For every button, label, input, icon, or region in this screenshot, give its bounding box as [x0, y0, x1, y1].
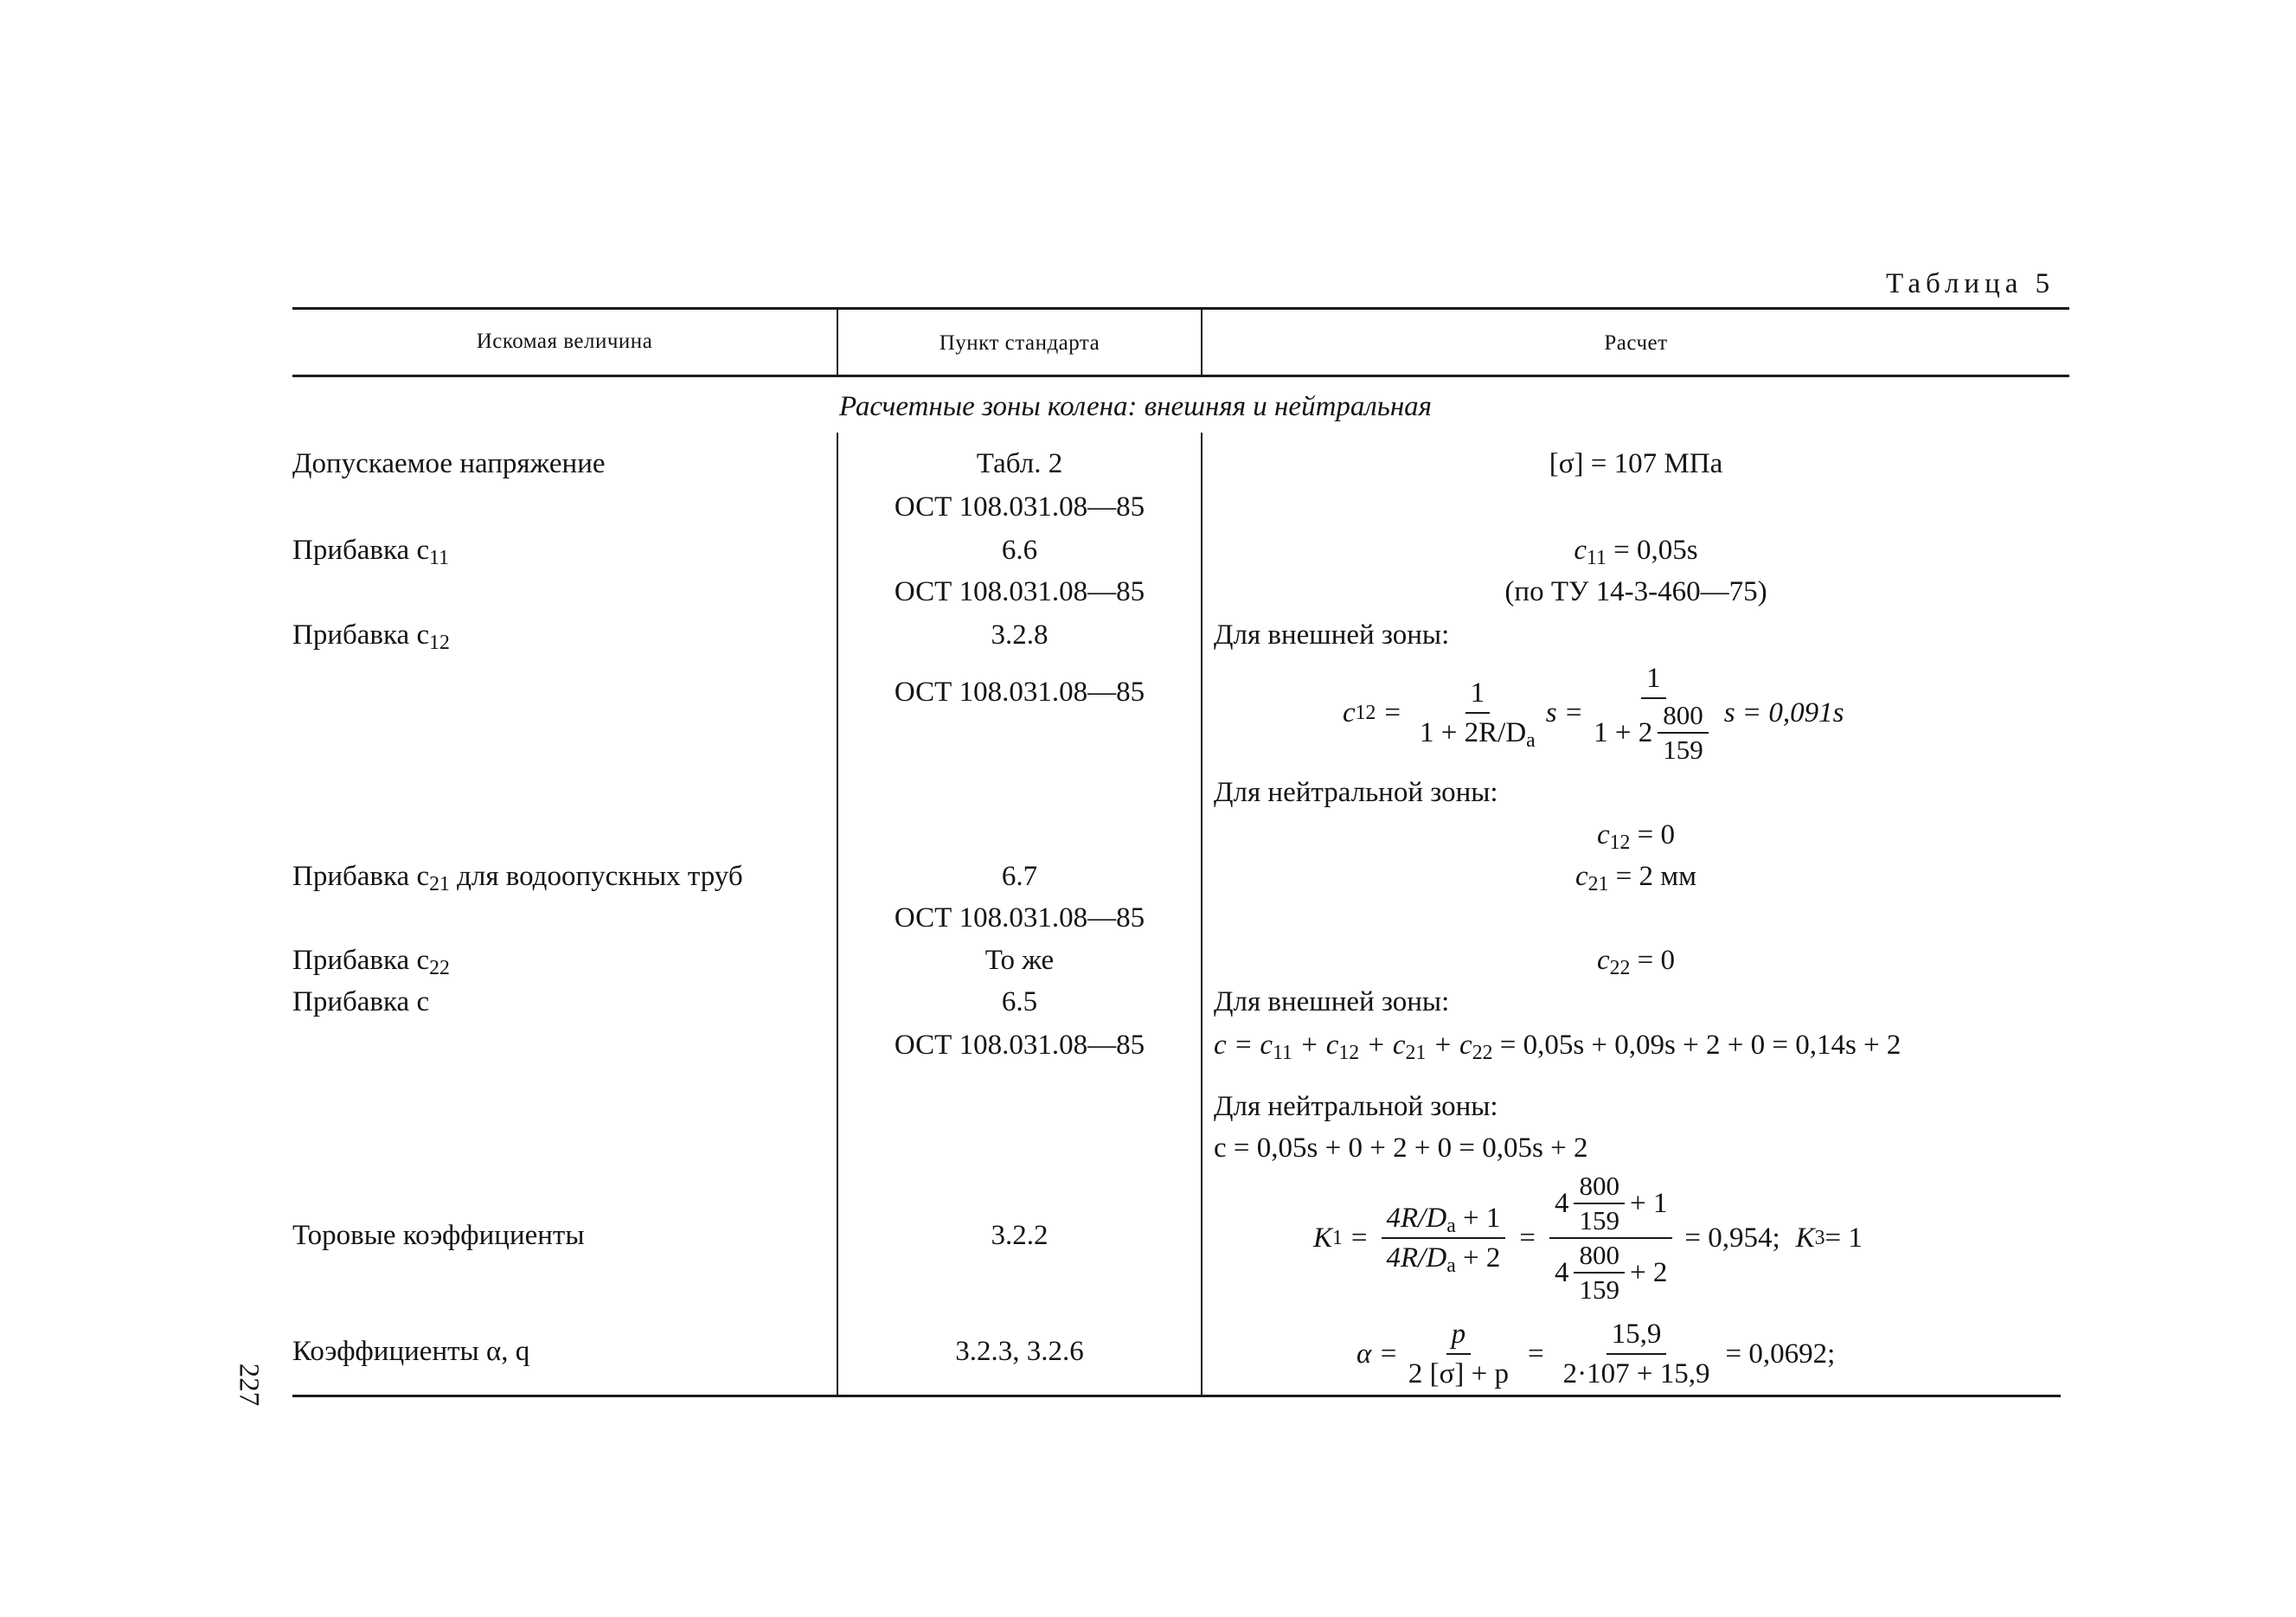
c12-outer-zone-label: Для внешней зоны:	[1214, 619, 1450, 651]
row-c-clause: 6.5	[1001, 986, 1038, 1017]
table-bottom-rule	[292, 1395, 2061, 1397]
header-standard-clause: Пункт стандарта	[939, 331, 1100, 355]
row-c12-clause-2: ОСТ 108.031.08—85	[894, 677, 1145, 708]
k1-formula: K 1 = $\frac{4R/D_a + 1}{4R/D_a + 2}$ = 4 $\frac{800}{159}$ + 1 4 $\frac{800}{159}$ + 2 = 0,954; K 3 = 1	[1313, 1171, 1863, 1305]
k1-fraction-1: $\frac{4R/D_a + 1}{4R/D_a + 2}$	[1382, 1202, 1506, 1274]
page-number: 227	[233, 1363, 265, 1407]
table-top-rule	[292, 307, 2069, 310]
c22-formula: $c_{22} = 0$	[1596, 945, 1676, 979]
c12-fraction-2: 1 1 + 2 $\frac{800}{159}$	[1588, 662, 1719, 764]
c11-source-note: (по ТУ 14-3-460—75)	[1504, 576, 1767, 607]
c12-neutral-formula: $c_{12} = 0$	[1596, 819, 1676, 854]
c11-formula: $c_{11} = 0,05s$	[1574, 535, 1698, 569]
row-c21-clause-2: ОСТ 108.031.08—85	[894, 902, 1145, 934]
row-c21-clause: 6.7	[1001, 861, 1038, 892]
row-allowable-stress-name: Допускаемое напряжение	[292, 448, 606, 479]
c-neutral-zone-label: Для нейтральной зоны:	[1214, 1091, 1498, 1122]
c12-formula: c 12 = $\frac{1}{1 + 2R/D_a}$ s = 1 1 + 2 $\frac{800}{159}$ s = 0,091s	[1343, 663, 1844, 765]
row-c-clause-2: ОСТ 108.031.08—85	[894, 1030, 1145, 1061]
row-allowable-stress-clause: Табл. 2	[976, 448, 1063, 479]
c12-neutral-zone-label: Для нейтральной зоны:	[1214, 777, 1498, 808]
row-c22-clause: То же	[984, 945, 1055, 976]
header-sought-quantity: Искомая величина	[476, 330, 653, 353]
row-torus-coefficients-clause: 3.2.2	[991, 1220, 1049, 1251]
alpha-formula: α = $\frac{p}{2 [\sigma] + p}$ = $\frac{15,9}{2\cdot 107 + 15,9}$ = 0,0692;	[1356, 1319, 1836, 1389]
c-outer-formula: $c = c_{11} + c_{12} + c_{21} + c_{22} = 0,05s + 0,09s + 2 + 0 = 0,14s + 2$	[1214, 1030, 1902, 1064]
header-calculation: Расчет	[1604, 331, 1668, 355]
header-bottom-rule	[292, 375, 2069, 377]
row-c21-name: Прибавка $c_{21}$ для водоопускных труб	[292, 861, 743, 895]
c12-fraction-1: $\frac{1}{1 + 2R/D_a}$	[1420, 677, 1536, 752]
row-c11-name: Прибавка $c_{11}$	[292, 535, 449, 569]
c-outer-zone-label: Для внешней зоны:	[1214, 986, 1450, 1017]
section-title: Расчетные зоны колена: внешняя и нейтральная	[839, 391, 1433, 422]
alpha-fraction-1: $\frac{p}{2 [\sigma] + p}$	[1408, 1319, 1509, 1389]
row-c-name: Прибавка c	[292, 986, 430, 1017]
row-torus-coefficients-name: Торовые коэффициенты	[292, 1220, 585, 1251]
row-c22-name: Прибавка $c_{22}$	[292, 945, 450, 979]
row-allowable-stress-clause-2: ОСТ 108.031.08—85	[894, 491, 1145, 523]
c21-formula: $c_{21} = 2$ мм	[1574, 861, 1697, 895]
alpha-fraction-2: $\frac{15,9}{2\cdot 107 + 15,9}$	[1562, 1319, 1710, 1389]
row-alpha-q-name: Коэффициенты α, q	[292, 1336, 530, 1367]
c-neutral-formula: c = 0,05s + 0 + 2 + 0 = 0,05s + 2	[1214, 1133, 1588, 1164]
row-c11-clause-2: ОСТ 108.031.08—85	[894, 576, 1145, 607]
row-c11-clause: 6.6	[1001, 535, 1038, 566]
allowable-stress-formula: [σ] = 107 МПа	[1549, 448, 1723, 479]
row-c12-clause: 3.2.8	[991, 619, 1049, 651]
row-c12-name: Прибавка $c_{12}$	[292, 619, 450, 654]
k1-fraction-2: 4 $\frac{800}{159}$ + 1 4 $\frac{800}{159}$ + 2	[1549, 1172, 1672, 1304]
row-alpha-q-clause: 3.2.3, 3.2.6	[955, 1336, 1084, 1367]
table-label: Таблица 5	[1886, 268, 2055, 299]
